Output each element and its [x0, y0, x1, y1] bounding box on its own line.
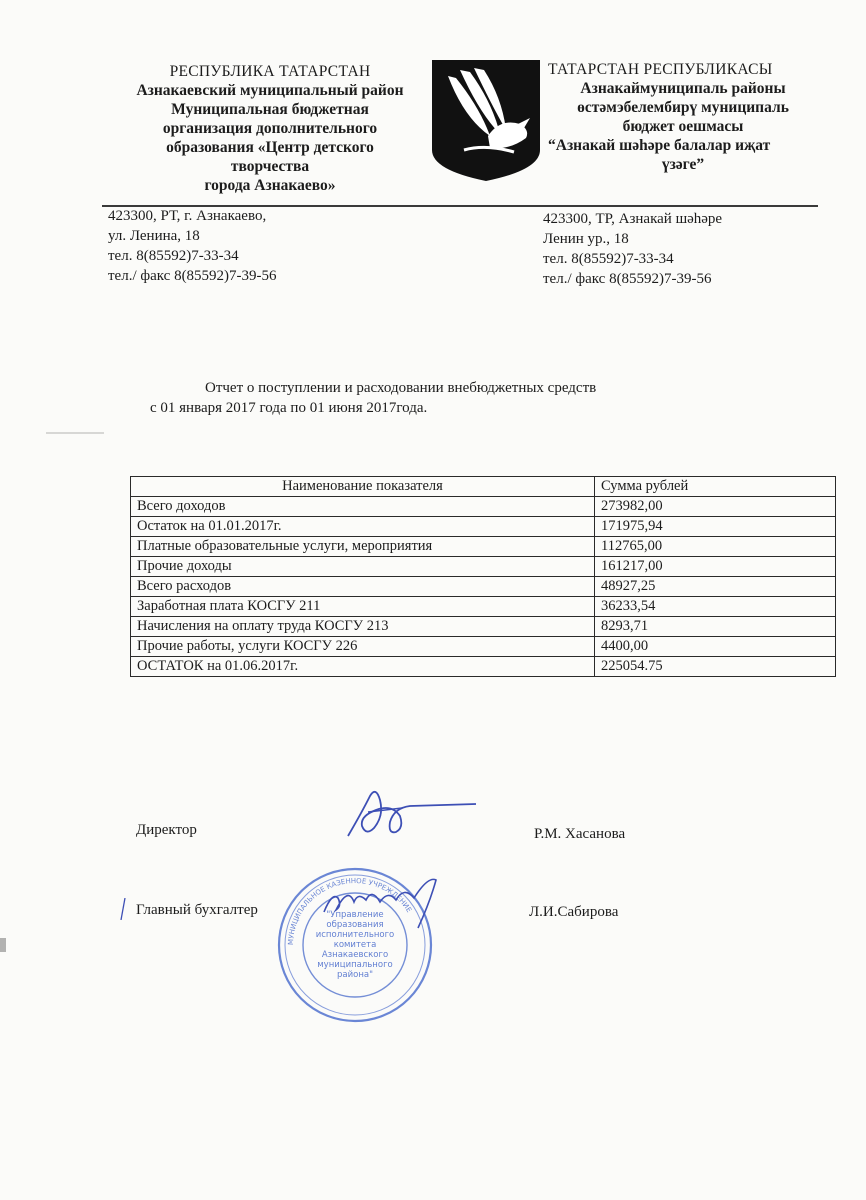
column-header-indicator: Наименование показателя [131, 477, 595, 497]
eagle-emblem-icon [430, 58, 542, 183]
stamp-center-line: исполнительного [315, 930, 395, 940]
accountant-name: Л.И.Сабирова [529, 904, 619, 920]
table-header-row [131, 477, 836, 497]
header-right-title: ТАТАРСТАН РЕСПУБЛИКАСЫ [548, 61, 773, 78]
address-left-line: 423300, РТ, г. Азнакаево, [108, 208, 267, 224]
stamp-center-line: образования [326, 920, 384, 930]
row-amount: 273982,00 [595, 497, 836, 517]
header-left-line: организация дополнительного [162, 120, 378, 137]
address-right-line: тел./ факс 8(85592)7-39-56 [543, 271, 712, 287]
address-left-line: тел. 8(85592)7-33-34 [108, 248, 239, 264]
header-left-line: Муниципальная бюджетная [171, 101, 369, 118]
director-name: Р.М. Хасанова [534, 826, 626, 842]
stamp-center-line: муниципального [317, 960, 393, 970]
report-period: с 01 января 2017 года по 01 июня 2017года. [150, 400, 428, 416]
table-row [131, 637, 836, 657]
row-label: Заработная плата КОСГУ 211 [131, 597, 595, 617]
header-left-title: РЕСПУБЛИКА ТАТАРСТАН [169, 63, 371, 80]
table-row [131, 577, 836, 597]
header-right [548, 60, 818, 174]
row-amount: 171975,94 [595, 517, 836, 537]
row-amount: 225054.75 [595, 657, 836, 677]
header-left-line: творчества [230, 158, 310, 175]
row-label: Прочие работы, услуги КОСГУ 226 [131, 637, 595, 657]
row-amount: 4400,00 [595, 637, 836, 657]
address-right [543, 209, 722, 289]
address-left-line: тел./ факс 8(85592)7-39-56 [108, 268, 277, 284]
column-header-amount: Сумма рублей [595, 477, 836, 497]
address-right-line: Ленин ур., 18 [543, 231, 629, 247]
header-left-line: образования «Центр детского [166, 139, 374, 156]
table-row [131, 537, 836, 557]
scan-artifact [0, 938, 6, 952]
header-left-line: Азнакаевский муниципальный район [136, 82, 404, 99]
stamp-center-line: района" [336, 970, 374, 980]
margin-tick [120, 898, 124, 920]
row-amount: 36233,54 [595, 597, 836, 617]
header-right-line: “Азнакай шәһәре балалар иҗат [548, 137, 771, 154]
accountant-title: Главный бухгалтер [136, 902, 258, 918]
address-left-line: ул. Ленина, 18 [108, 228, 200, 244]
header-right-line: өстәмэбелембирү муниципаль [577, 99, 789, 116]
stamp-center-line: "Управление [326, 910, 384, 920]
row-amount: 8293,71 [595, 617, 836, 637]
director-signature-icon [340, 782, 480, 842]
row-amount: 112765,00 [595, 537, 836, 557]
row-label: Остаток на 01.01.2017г. [131, 517, 595, 537]
table-row [131, 517, 836, 537]
header-right-line: Азнакаймуниципаль районы [580, 80, 786, 97]
stamp-center-line: комитета [333, 940, 377, 950]
row-label: ОСТАТОК на 01.06.2017г. [131, 657, 595, 677]
scan-artifact [46, 432, 104, 434]
address-right-line: тел. 8(85592)7-33-34 [543, 251, 674, 267]
row-label: Платные образовательные услуги, мероприятия [131, 537, 595, 557]
table-row [131, 497, 836, 517]
finance-table [130, 476, 836, 677]
address-left [108, 206, 277, 286]
row-amount: 48927,25 [595, 577, 836, 597]
address-right-line: 423300, ТР, Азнакай шәһәре [543, 211, 723, 227]
row-amount: 161217,00 [595, 557, 836, 577]
row-label: Начисления на оплату труда КОСГУ 213 [131, 617, 595, 637]
accountant-signature-icon [318, 872, 448, 932]
table-row [131, 657, 836, 677]
row-label: Прочие доходы [131, 557, 595, 577]
header-left-line: города Азнакаево» [204, 177, 336, 194]
table-row [131, 557, 836, 577]
stamp-ring-text: МУНИЦИПАЛЬНОЕ КАЗЕННОЕ УЧРЕЖДЕНИЕ [286, 876, 414, 946]
director-title: Директор [136, 822, 197, 838]
table-row [131, 617, 836, 637]
header-left [100, 62, 440, 195]
stamp-center-line: Азнакаевского [321, 950, 389, 960]
header-right-line: үзәге” [661, 156, 705, 173]
header-right-line: бюджет оешмасы [622, 118, 744, 135]
table-row [131, 597, 836, 617]
row-label: Всего доходов [131, 497, 595, 517]
report-title: Отчет о поступлении и расходовании внебюджетных средств [205, 380, 597, 396]
row-label: Всего расходов [131, 577, 595, 597]
